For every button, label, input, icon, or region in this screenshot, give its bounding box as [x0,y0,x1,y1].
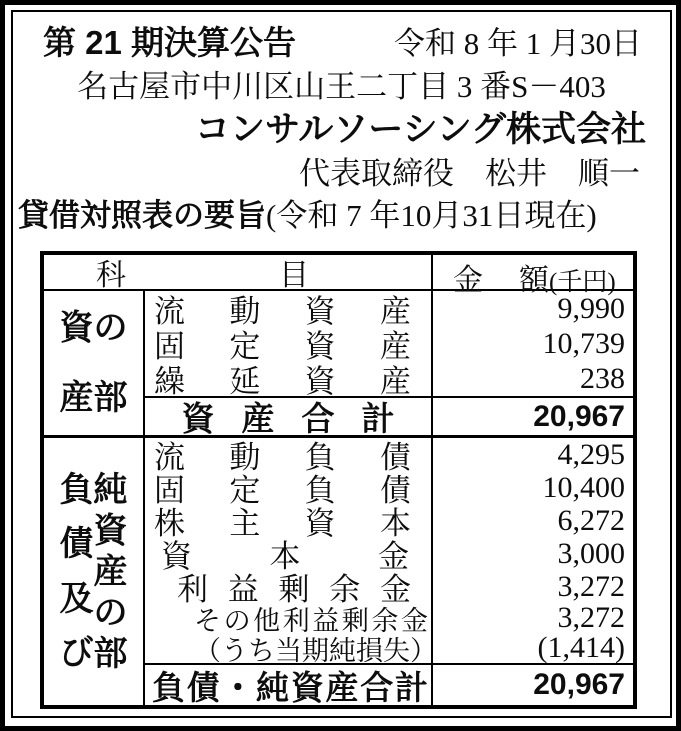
column-header-item: 科 目 [44,255,433,289]
row-amount: 3,000 [557,536,625,570]
liabilities-label-column-2: 純 資 産 の 部 [93,470,128,673]
row-amount: 238 [580,361,625,395]
assets-label-column-2: の 部 [93,309,128,417]
notice-content [13,12,670,716]
amount-word-gaku: 額 [519,264,549,297]
amount-unit-label: (千円) [549,269,616,296]
fiscal-period-title: 第 21 期決算公告 [43,24,297,61]
row-amount: 4,295 [557,437,625,471]
liabilities-label-column-1: 負 債 及 び [59,470,94,673]
column-header-amount [433,255,633,297]
table-row [145,361,633,399]
liabilities-section-label [44,438,145,705]
row-amount: 10,739 [542,326,625,360]
liabilities-rows [145,438,633,705]
row-amount: (1,414) [537,631,625,664]
representative-name: 代表取締役 松井 順一 [299,156,640,191]
company-address: 名古屋市中川区山王二丁目 3 番S－403 [77,69,606,104]
balance-sheet-heading: 貸借対照表の要旨 [18,198,266,233]
assets-total-amount: 20,967 [533,399,625,433]
row-item-label: 株 主 資 本 [145,504,433,537]
assets-section-label [44,291,145,435]
balance-sheet-title-line [13,197,670,241]
row-item-label: 流 動 負 債 [145,438,433,471]
liabilities-section [44,438,633,705]
balance-sheet-asof-date: (令和 7 年10月31日現在) [266,198,597,233]
row-amount: 3,272 [557,601,625,634]
assets-total-label: 資 産 合 計 [145,398,433,435]
row-item-label: 流 動 資 産 [145,291,433,326]
amount-word-kin: 金 [453,264,483,297]
row-amount: 10,400 [542,470,625,504]
liabilities-total-label: 負 債 ・ 純 資 産 合 計 [145,665,433,705]
row-amount: 9,990 [557,291,625,325]
table-header-row [44,255,633,297]
row-amount: 6,272 [557,503,625,537]
row-item-label: 固 定 負 債 [145,471,433,504]
row-amount: 3,272 [557,569,625,603]
row-item-label: 利 益 剰 余 金 [145,570,433,603]
row-item-label: （ う ち 当 期 純 損 失 ） [145,633,433,663]
notice-header-line [13,12,670,65]
assets-label-column-1: 資 産 [59,309,94,417]
row-item-label: 固 定 資 産 [145,326,433,361]
liabilities-total-amount: 20,967 [533,668,625,701]
row-item-label: 資 本 金 [145,537,433,570]
company-name: コンサルソーシング株式会社 [195,110,646,149]
assets-total-row [145,396,633,435]
assets-section [44,291,633,438]
balance-sheet-table [40,251,637,709]
table-row [145,631,633,666]
row-item-label: 繰 延 資 産 [145,361,433,396]
announcement-date: 令和 8 年 1 月30日 [394,26,642,61]
assets-rows [145,291,633,435]
row-item-label: そ の 他 利 益 剰 余 金 [145,603,433,633]
liabilities-total-row [145,663,633,705]
